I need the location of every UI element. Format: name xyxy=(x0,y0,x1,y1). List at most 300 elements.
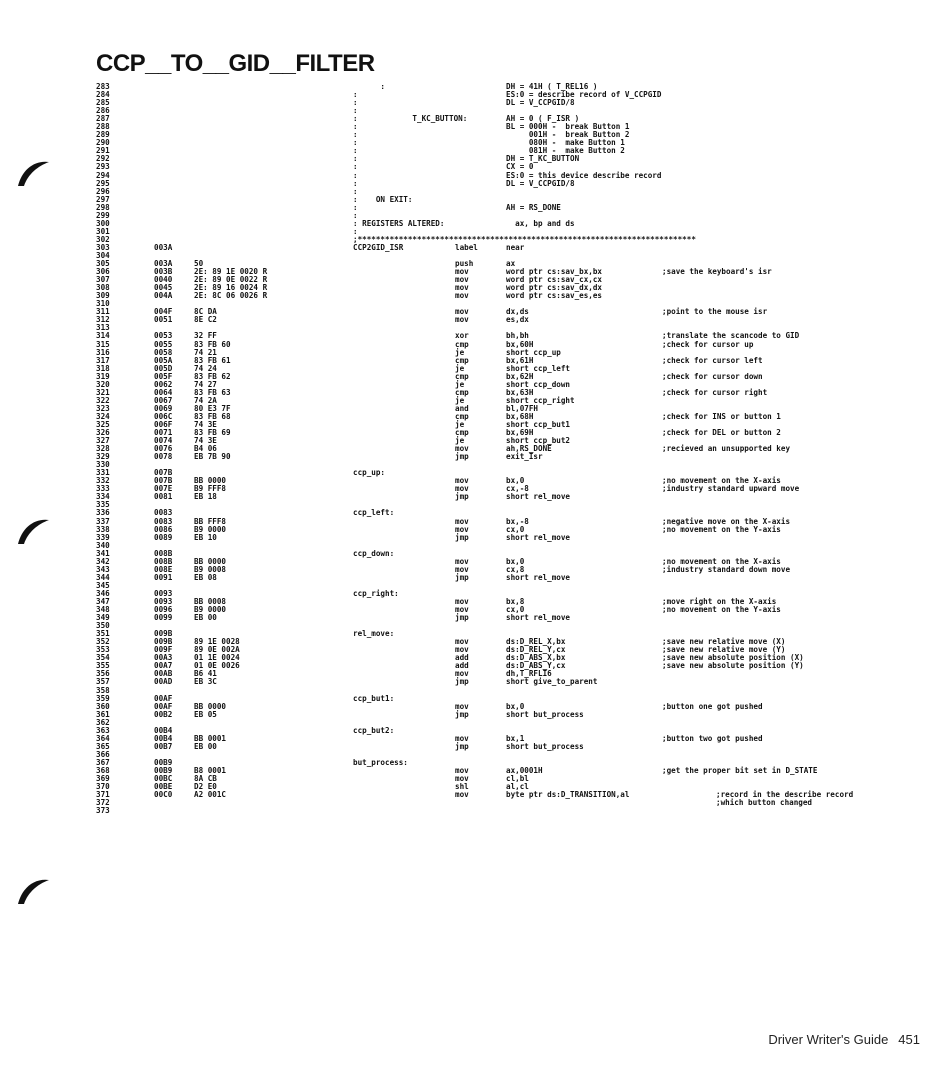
comment: ;check for cursor up xyxy=(662,339,754,349)
opcode: je xyxy=(455,379,465,389)
opcode: mov xyxy=(455,637,469,647)
listing-line xyxy=(0,308,950,316)
listing-line xyxy=(0,188,950,196)
location-counter: 006C xyxy=(154,411,173,421)
line-number: 318 xyxy=(96,363,110,373)
label-field: : xyxy=(353,154,358,164)
opcode: jmp xyxy=(455,452,469,462)
object-code: B9 0000 xyxy=(194,605,227,615)
line-number: 334 xyxy=(96,492,110,502)
location-counter: 004F xyxy=(154,307,173,317)
operand: short rel_move xyxy=(506,572,571,582)
opcode: mov xyxy=(455,275,469,285)
listing-line xyxy=(0,501,950,509)
operand: bx,0 xyxy=(506,701,525,711)
listing-line xyxy=(0,373,950,381)
listing-line xyxy=(0,284,950,292)
listing-line xyxy=(0,807,950,815)
operand: bx,69H xyxy=(506,428,534,438)
object-code: EB 00 xyxy=(194,741,217,751)
listing-line xyxy=(0,678,950,686)
listing-line xyxy=(0,638,950,646)
location-counter: 0083 xyxy=(154,516,173,526)
location-counter: 0089 xyxy=(154,532,173,542)
listing-line xyxy=(0,670,950,678)
operand: bx,62H xyxy=(506,371,534,381)
opcode: mov xyxy=(455,765,469,775)
opcode: mov xyxy=(455,645,469,655)
operand: short ccp_but2 xyxy=(506,436,571,446)
label-field: CCP2GID_ISR xyxy=(353,242,404,252)
line-number: 338 xyxy=(96,524,110,534)
location-counter: 0081 xyxy=(154,492,173,502)
line-number: 329 xyxy=(96,452,110,462)
assembly-listing xyxy=(0,83,950,815)
location-counter: 006F xyxy=(154,419,173,429)
line-number: 335 xyxy=(96,500,110,510)
label-field: : xyxy=(353,122,358,132)
opcode: and xyxy=(455,403,469,413)
listing-line xyxy=(0,518,950,526)
location-counter: 00A7 xyxy=(154,661,173,671)
object-code: 74 3E xyxy=(194,419,217,429)
listing-line xyxy=(0,542,950,550)
operand: ds:D_ABS_Y,cx xyxy=(506,661,566,671)
listing-line xyxy=(0,662,950,670)
line-number: 314 xyxy=(96,331,110,341)
listing-line xyxy=(0,220,950,228)
line-number: 347 xyxy=(96,597,110,606)
operand: byte ptr ds:D_TRANSITION,al xyxy=(506,790,630,800)
comment: ;check for cursor right xyxy=(662,387,768,397)
line-number: 370 xyxy=(96,782,110,792)
line-number: 368 xyxy=(96,765,110,775)
listing-line xyxy=(0,131,950,139)
operand: bx,-8 xyxy=(506,516,529,526)
listing-line xyxy=(0,365,950,373)
line-number: 361 xyxy=(96,709,110,719)
object-code: 8E C2 xyxy=(194,315,217,325)
listing-line xyxy=(0,115,950,123)
line-number: 353 xyxy=(96,645,110,655)
line-number: 328 xyxy=(96,444,110,454)
opcode: mov xyxy=(455,605,469,615)
line-number: 332 xyxy=(96,476,110,486)
line-number: 359 xyxy=(96,693,110,703)
location-counter: 0093 xyxy=(154,597,173,606)
location-counter: 0069 xyxy=(154,403,173,413)
listing-line xyxy=(0,316,950,324)
object-code: B9 0000 xyxy=(194,524,227,534)
location-counter: 00AB xyxy=(154,669,173,679)
object-code: 32 FF xyxy=(194,331,217,341)
listing-line xyxy=(0,751,950,759)
operand: ax, bp and ds xyxy=(506,218,575,228)
location-counter: 008B xyxy=(154,556,173,566)
listing-line xyxy=(0,469,950,477)
location-counter: 009F xyxy=(154,645,173,655)
comment: ;no movement on the Y-axis xyxy=(662,605,781,615)
line-number: 324 xyxy=(96,411,110,421)
label-field: : xyxy=(353,186,358,196)
line-number: 340 xyxy=(96,540,110,550)
line-number: 294 xyxy=(96,170,110,180)
location-counter: 00B4 xyxy=(154,725,173,735)
location-counter: 0058 xyxy=(154,347,173,357)
opcode: mov xyxy=(455,790,469,800)
opcode: jmp xyxy=(455,492,469,502)
object-code: B9 0008 xyxy=(194,564,227,574)
operand: ds:D_REL_X,bx xyxy=(506,637,566,647)
line-number: 342 xyxy=(96,556,110,566)
location-counter: 00B9 xyxy=(154,757,173,767)
line-number: 312 xyxy=(96,315,110,325)
comment: ;negative move on the X-axis xyxy=(662,516,791,526)
line-number: 322 xyxy=(96,395,110,405)
line-number: 303 xyxy=(96,242,110,252)
comment: ;save new relative move (X) xyxy=(662,637,786,647)
listing-line xyxy=(0,155,950,163)
operand: short rel_move xyxy=(506,532,571,542)
label-field: ccp_down: xyxy=(353,548,395,558)
location-counter: 004A xyxy=(154,291,173,301)
location-counter: 0062 xyxy=(154,379,173,389)
operand: ax xyxy=(506,259,516,269)
line-number: 321 xyxy=(96,387,110,397)
line-number: 356 xyxy=(96,669,110,679)
location-counter: 009B xyxy=(154,629,173,639)
location-counter: 003B xyxy=(154,267,173,277)
line-number: 302 xyxy=(96,234,110,244)
listing-line xyxy=(0,703,950,711)
listing-line xyxy=(0,767,950,775)
location-counter: 009B xyxy=(154,637,173,647)
line-number: 357 xyxy=(96,677,110,687)
operand: AH = RS_DONE xyxy=(506,202,561,212)
object-code: BB 0001 xyxy=(194,733,227,743)
comment: ;recieved an unsupported key xyxy=(662,444,791,454)
operand: bx,63H xyxy=(506,387,534,397)
opcode: mov xyxy=(455,701,469,711)
listing-line xyxy=(0,526,950,534)
location-counter: 00BC xyxy=(154,774,173,784)
comment: ;record in the describe record xyxy=(716,790,854,800)
operand: al,cl xyxy=(506,782,529,792)
line-number: 287 xyxy=(96,114,110,124)
object-code: 74 3E xyxy=(194,436,217,446)
listing-line xyxy=(0,775,950,783)
line-number: 293 xyxy=(96,162,110,172)
label-field: : xyxy=(353,130,358,140)
line-number: 373 xyxy=(96,806,110,816)
location-counter: 00B9 xyxy=(154,765,173,775)
object-code: BB 0000 xyxy=(194,701,227,711)
listing-line xyxy=(0,630,950,638)
location-counter: 00A3 xyxy=(154,653,173,663)
page-title: CCP__TO__GID__FILTER xyxy=(96,50,375,77)
listing-line xyxy=(0,252,950,260)
line-number: 285 xyxy=(96,98,110,108)
object-code: 83 FB 61 xyxy=(194,355,231,365)
opcode: je xyxy=(455,363,465,373)
object-code: EB 08 xyxy=(194,572,217,582)
opcode: mov xyxy=(455,733,469,743)
location-counter: 007E xyxy=(154,484,173,494)
location-counter: 005D xyxy=(154,363,173,373)
line-number: 330 xyxy=(96,460,110,470)
location-counter: 0074 xyxy=(154,436,173,446)
line-number: 362 xyxy=(96,717,110,727)
listing-line xyxy=(0,719,950,727)
opcode: mov xyxy=(455,283,469,293)
line-number: 313 xyxy=(96,323,110,333)
line-number: 283 xyxy=(96,82,110,91)
location-counter: 00B7 xyxy=(154,741,173,751)
opcode: mov xyxy=(455,524,469,534)
object-code: A2 001C xyxy=(194,790,227,800)
operand: DL = V_CCPGID/8 xyxy=(506,178,575,188)
location-counter: 007B xyxy=(154,476,173,486)
label-field: : xyxy=(353,138,358,148)
location-counter: 0051 xyxy=(154,315,173,325)
opcode: je xyxy=(455,347,465,357)
object-code: 2E: 8C 06 0026 R xyxy=(194,291,268,301)
listing-line xyxy=(0,695,950,703)
opcode: mov xyxy=(455,516,469,526)
location-counter: 0096 xyxy=(154,605,173,615)
location-counter: 00B4 xyxy=(154,733,173,743)
label-field: rel_move: xyxy=(353,629,395,639)
listing-line xyxy=(0,341,950,349)
object-code: 83 FB 60 xyxy=(194,339,231,349)
line-number: 333 xyxy=(96,484,110,494)
operand: short ccp_but1 xyxy=(506,419,571,429)
comment: ;save new absolute position (X) xyxy=(662,653,804,663)
line-number: 296 xyxy=(96,186,110,196)
listing-line xyxy=(0,687,950,695)
operand: bx,61H xyxy=(506,355,534,365)
operand: es,dx xyxy=(506,315,529,325)
listing-line xyxy=(0,485,950,493)
object-code: BB 0008 xyxy=(194,597,227,606)
location-counter: 003A xyxy=(154,242,173,252)
label-field: : xyxy=(353,178,358,188)
label-field: ccp_up: xyxy=(353,468,386,478)
line-number: 326 xyxy=(96,428,110,438)
label-field: ccp_right: xyxy=(353,588,399,598)
line-number: 301 xyxy=(96,226,110,236)
opcode: mov xyxy=(455,291,469,301)
line-number: 286 xyxy=(96,106,110,116)
binder-hole-mark xyxy=(16,876,50,906)
object-code: 8A CB xyxy=(194,774,217,784)
operand: ES:0 = describe record of V_CCPGID xyxy=(506,90,662,100)
listing-line xyxy=(0,300,950,308)
object-code: 50 xyxy=(194,259,204,269)
opcode: jmp xyxy=(455,613,469,623)
listing-line xyxy=(0,534,950,542)
object-code: 01 0E 0026 xyxy=(194,661,240,671)
line-number: 365 xyxy=(96,741,110,751)
listing-line xyxy=(0,397,950,405)
object-code: 74 2A xyxy=(194,395,217,405)
line-number: 371 xyxy=(96,790,110,800)
object-code: B4 06 xyxy=(194,444,217,454)
listing-line xyxy=(0,91,950,99)
listing-line xyxy=(0,204,950,212)
operand: ES:0 = this device describe record xyxy=(506,170,662,180)
comment: ;point to the mouse isr xyxy=(662,307,768,317)
line-number: 363 xyxy=(96,725,110,735)
object-code: 83 FB 63 xyxy=(194,387,231,397)
location-counter: 0083 xyxy=(154,508,173,518)
opcode: mov xyxy=(455,774,469,784)
label-field: : xyxy=(353,162,358,172)
listing-line xyxy=(0,493,950,501)
opcode: mov xyxy=(455,597,469,606)
listing-line xyxy=(0,727,950,735)
operand: cl,bl xyxy=(506,774,529,784)
opcode: je xyxy=(455,436,465,446)
binder-hole-shape xyxy=(16,876,50,906)
opcode: mov xyxy=(455,669,469,679)
operand: cx,-8 xyxy=(506,484,529,494)
listing-line xyxy=(0,477,950,485)
listing-line xyxy=(0,622,950,630)
object-code: 01 1E 0024 xyxy=(194,653,240,663)
opcode: cmp xyxy=(455,411,469,421)
location-counter: 0071 xyxy=(154,428,173,438)
location-counter: 0045 xyxy=(154,283,173,293)
operand: BL = 000H - break Button 1 xyxy=(506,122,630,132)
location-counter: 00BE xyxy=(154,782,173,792)
listing-line xyxy=(0,574,950,582)
opcode: push xyxy=(455,259,474,269)
location-counter: 0076 xyxy=(154,444,173,454)
comment: ;no movement on the Y-axis xyxy=(662,524,781,534)
line-number: 299 xyxy=(96,210,110,220)
opcode: mov xyxy=(455,556,469,566)
comment: ;get the proper bit set in D_STATE xyxy=(662,765,818,775)
listing-line xyxy=(0,244,950,252)
line-number: 366 xyxy=(96,749,110,759)
line-number: 291 xyxy=(96,146,110,156)
operand: word ptr cs:sav_es,es xyxy=(506,291,603,301)
listing-line xyxy=(0,509,950,517)
label-field: : xyxy=(353,202,358,212)
listing-line xyxy=(0,413,950,421)
listing-line xyxy=(0,550,950,558)
label-field: : xyxy=(353,146,358,156)
operand: short rel_move xyxy=(506,613,571,623)
location-counter: 00B2 xyxy=(154,709,173,719)
opcode: jmp xyxy=(455,709,469,719)
object-code: EB 00 xyxy=(194,613,217,623)
object-code: 74 27 xyxy=(194,379,217,389)
listing-line xyxy=(0,357,950,365)
location-counter: 0091 xyxy=(154,572,173,582)
opcode: add xyxy=(455,653,469,663)
object-code: 89 0E 002A xyxy=(194,645,240,655)
operand: 080H - make Button 1 xyxy=(506,138,625,148)
line-number: 305 xyxy=(96,259,110,269)
listing-line xyxy=(0,654,950,662)
operand: short ccp_right xyxy=(506,395,575,405)
listing-line xyxy=(0,566,950,574)
operand: CX = 0 xyxy=(506,162,534,172)
listing-line xyxy=(0,212,950,220)
label-field: : ON EXIT: xyxy=(353,194,413,204)
operand: cx,0 xyxy=(506,524,525,534)
object-code: 83 FB 62 xyxy=(194,371,231,381)
line-number: 311 xyxy=(96,307,110,317)
line-number: 339 xyxy=(96,532,110,542)
listing-line xyxy=(0,614,950,622)
line-number: 349 xyxy=(96,613,110,623)
operand: 001H - break Button 2 xyxy=(506,130,630,140)
location-counter: 0040 xyxy=(154,275,173,285)
line-number: 345 xyxy=(96,580,110,590)
operand: short ccp_down xyxy=(506,379,571,389)
line-number: 300 xyxy=(96,218,110,228)
line-number: 309 xyxy=(96,291,110,301)
comment: ;check for INS or button 1 xyxy=(662,411,781,421)
operand: exit_Isr xyxy=(506,452,543,462)
operand: DL = V_CCPGID/8 xyxy=(506,98,575,108)
line-number: 316 xyxy=(96,347,110,357)
listing-line xyxy=(0,349,950,357)
operand: bx,68H xyxy=(506,411,534,421)
listing-line xyxy=(0,83,950,91)
operand: 081H - make Button 2 xyxy=(506,146,625,156)
location-counter: 0053 xyxy=(154,331,173,341)
line-number: 292 xyxy=(96,154,110,164)
line-number: 308 xyxy=(96,283,110,293)
listing-line xyxy=(0,453,950,461)
location-counter: 0078 xyxy=(154,452,173,462)
object-code: EB 10 xyxy=(194,532,217,542)
label-field: : T_KC_BUTTON: xyxy=(353,114,468,124)
object-code: EB 05 xyxy=(194,709,217,719)
operand: bx,0 xyxy=(506,476,525,486)
label-field: but_process: xyxy=(353,757,408,767)
object-code: 74 24 xyxy=(194,363,217,373)
line-number: 372 xyxy=(96,798,110,808)
listing-line xyxy=(0,429,950,437)
comment: ;which button changed xyxy=(716,798,813,808)
object-code: BB FFF8 xyxy=(194,516,227,526)
line-number: 284 xyxy=(96,90,110,100)
line-number: 348 xyxy=(96,605,110,615)
location-counter: 008E xyxy=(154,564,173,574)
comment: ;check for cursor down xyxy=(662,371,763,381)
location-counter: 0099 xyxy=(154,613,173,623)
opcode: mov xyxy=(455,444,469,454)
operand: ds:D_ABS_X,bx xyxy=(506,653,566,663)
object-code: 83 FB 68 xyxy=(194,411,231,421)
operand: short rel_move xyxy=(506,492,571,502)
label-field: : xyxy=(353,106,358,116)
object-code: B8 0001 xyxy=(194,765,227,775)
line-number: 325 xyxy=(96,419,110,429)
comment: ;save the keyboard's isr xyxy=(662,267,772,277)
listing-line xyxy=(0,324,950,332)
listing-line xyxy=(0,99,950,107)
line-number: 351 xyxy=(96,629,110,639)
listing-line xyxy=(0,147,950,155)
line-number: 354 xyxy=(96,653,110,663)
operand: AH = 0 ( F_ISR ) xyxy=(506,114,580,124)
